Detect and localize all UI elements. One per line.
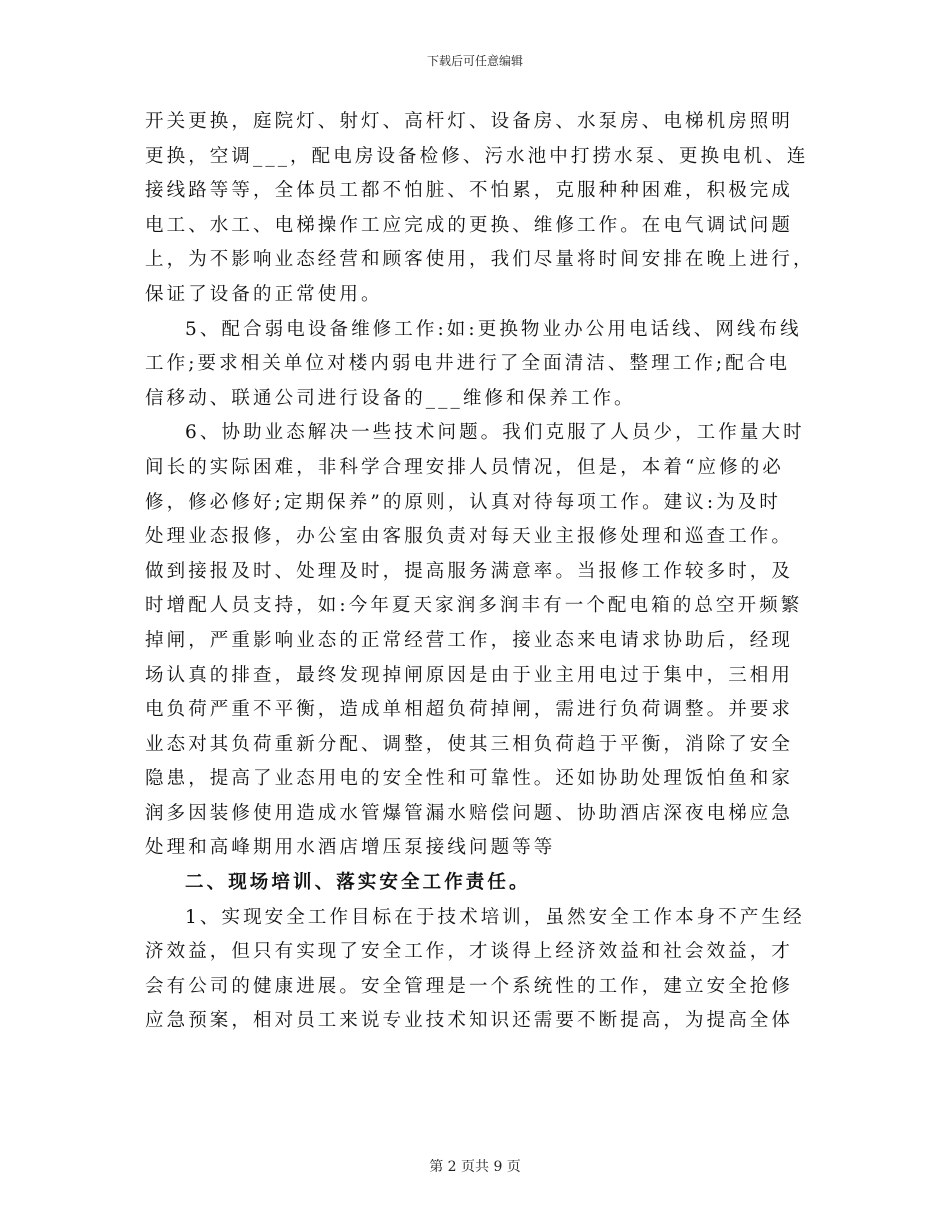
text-line: 保证了设备的正常使用。 [145, 283, 383, 305]
text-line: 掉闸，严重影响业态的正常经营工作，接业态来电请求协助后，经现 [145, 629, 794, 651]
text-line: 处理和高峰期用水酒店增压泵接线问题等等 [145, 837, 556, 859]
heading-text: 二、现场培训、落实安全工作责任。 [185, 872, 531, 894]
text-line: 电负荷严重不平衡，造成单相超负荷掉闸，需进行负荷调整。并要求 [145, 699, 794, 721]
text-line: 信移动、联通公司进行设备的___维修和保养工作。 [145, 387, 636, 409]
text-line: 隐患，提高了业态用电的安全性和可靠性。还如协助处理饭怕鱼和家 [145, 768, 794, 790]
text-line: 做到接报及时、处理及时，提高服务满意率。当报修工作较多时，及 [145, 560, 794, 582]
text-line: 时增配人员支持，如:今年夏天家润多润丰有一个配电箱的总空开频繁 [145, 595, 803, 617]
text-line: 上，为不影响业态经营和顾客使用，我们尽量将时间安排在晚上进行， [145, 249, 815, 271]
text-line: 业态对其负荷重新分配、调整，使其三相负荷趋于平衡，消除了安全 [145, 733, 794, 755]
text-line: 修，修必修好;定期保养”的原则，认真对待每项工作。建议:为及时 [145, 491, 782, 513]
text-line: 场认真的排查，最终发现掉闸原因是由于业主用电过于集中，三相用 [145, 664, 794, 686]
text-line: 电工、水工、电梯操作工应完成的更换、维修工作。在电气调试问题 [145, 214, 794, 236]
paragraph-item-5 [145, 313, 825, 417]
text-line: 会有公司的健康进展。安全管理是一个系统性的工作，建立安全抢修 [145, 975, 794, 997]
text-line: 6、协助业态解决一些技术问题。我们克服了人员少，工作量大时 [185, 422, 805, 444]
page-footer: 第 2 页共 9 页 [429, 1159, 521, 1175]
text-line: 处理业态报修，办公室由客服负责对每天业主报修处理和巡查工作。 [145, 526, 794, 548]
text-line: 工作;要求相关单位对楼内弱电井进行了全面清洁、整理工作;配合电 [145, 353, 791, 375]
text-line: 5、配合弱电设备维修工作:如:更换物业办公用电话线、网线布线 [185, 318, 802, 340]
text-line: 接线路等等，全体员工都不怕脏、不怕累，克服种种困难，积极完成 [145, 180, 794, 202]
text-line: 济效益，但只有实现了安全工作，才谈得上经济效益和社会效益，才 [145, 941, 794, 963]
text-line: 应急预案，相对员工来说专业技术知识还需要不断提高，为提高全体 [145, 1010, 794, 1032]
paragraph-item-1 [145, 901, 825, 1039]
text-line: 开关更换，庭院灯、射灯、高杆灯、设备房、水泵房、电梯机房照明 [145, 111, 794, 132]
paragraph-item-6 [145, 416, 825, 866]
text-line: 间长的实际困难，非科学合理安排人员情况，但是，本着“应修的必 [145, 456, 784, 478]
text-line: 1、实现安全工作目标在于技术培训，虽然安全工作本身不产生经 [185, 906, 805, 928]
section-heading [145, 866, 825, 901]
document-body [145, 105, 825, 1039]
text-line: 更换，空调___，配电房设备检修、污水池中打捞水泵、更换电机、连 [145, 145, 809, 167]
paragraph-continued [145, 105, 825, 313]
text-line: 润多因装修使用造成水管爆管漏水赔偿问题、协助酒店深夜电梯应急 [145, 802, 794, 824]
page-header: 下载后可任意编辑 [426, 54, 523, 68]
